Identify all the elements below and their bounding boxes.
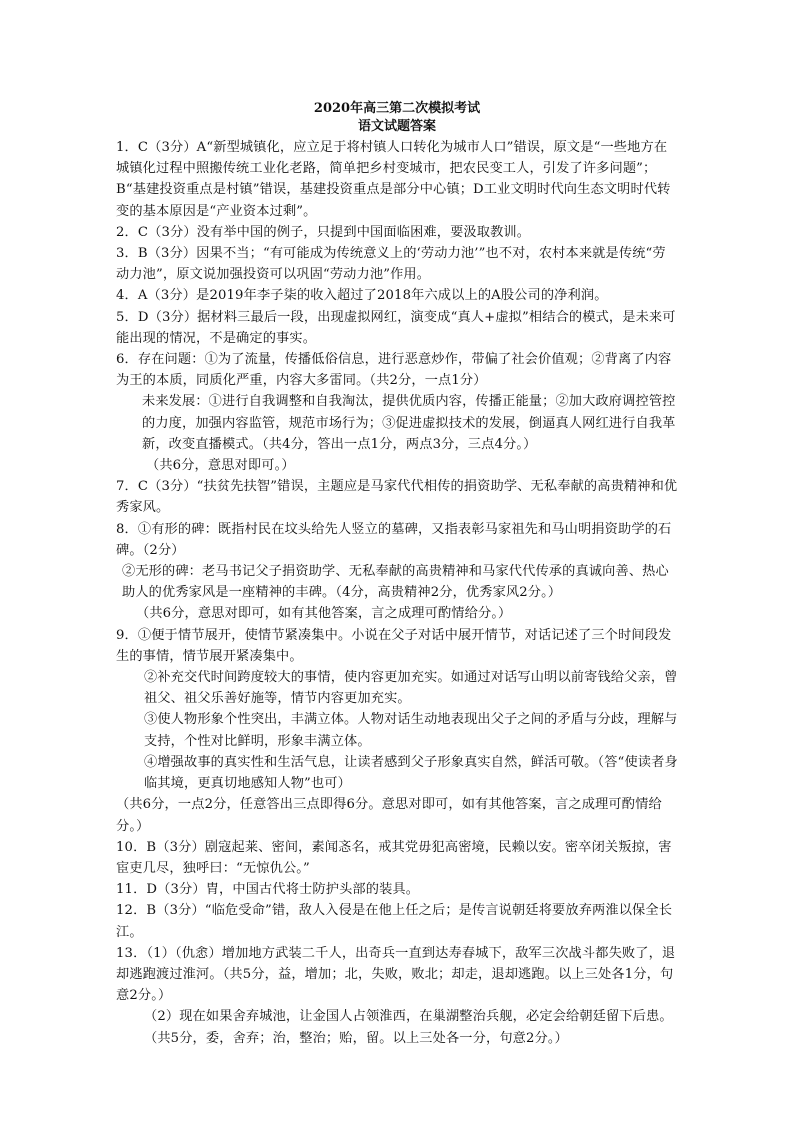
- answer-4: 4．A（3分）是2019年李子柒的收入超过了2018年六成以上的A股公司的净利润。: [116, 288, 608, 304]
- answer-9-point-4: ④增强故事的真实性和生活气息，让读者感到父子形象真实自然，鲜活可敬。（答“使读者身临其境，更真切地感知人物”也可）: [144, 754, 678, 792]
- answer-6-future: 未来发展：①进行自我调整和自我淘汰，提供优质内容，传播正能量；②加大政府调控管控的力度，加强内容监管，规范市场行为；③促进虚拟技术的发展，倒逼真人网红进行自我革新，改变直播模式。（共4分，答出一点1分，两点3分，三点4分。）: [142, 394, 676, 452]
- answer-8-intangible: ②无形的碑：老马书记父子捐资助学、无私奉献的高贵精神和马家代代传承的真诚向善、热心助人的优秀家风是一座精神的丰碑。（4分，高贵精神2分，优秀家风2分。）: [122, 564, 669, 601]
- answer-8-tangible: 8．①有形的碑：既指村民在坟头给先人竖立的墓碑，又指表彰马家祖先和马山明捐资助学的石碑。（2分）: [116, 521, 672, 558]
- answer-9-point-1: 9．①便于情节展开，使情节紧凑集中。小说在父子对话中展开情节，对话记述了三个时间段发生的事情，情节展开紧凑集中。: [116, 627, 672, 664]
- answer-12: 12．B（3分）“临危受命”错，敌人入侵是在他上任之后；是传言说朝廷将要放弃两淮以保全长江。: [116, 903, 673, 940]
- answer-9-scoring-note: （共6分，一点2分，任意答出三点即得6分。意思对即可，如有其他答案，言之成理可酌情给分。）: [116, 797, 662, 834]
- answer-9-point-3: ③使人物形象个性突出，丰满立体。人物对话生动地表现出父子之间的矛盾与分歧，理解与支持，个性对比鲜明，形象丰满立体。: [144, 712, 678, 749]
- answer-9-point-2: ②补充交代时间跨度较大的事情，使内容更加充实。如通过对话写山明以前寄钱给父亲，曾祖父、祖父乐善好施等，情节内容更加充实。: [144, 670, 678, 707]
- answer-8-scoring-note: （共6分，意思对即可，如有其他答案，言之成理可酌情给分。）: [136, 606, 512, 622]
- answer-3: 3．B（3分）因果不当；“有可能成为传统意义上的‘劳动力池’”也不对，农村本来就是传统“劳动力池”，原文说加强投资可以巩固“劳动力池”作用。: [116, 246, 666, 283]
- answer-6-scoring-note: （共6分，意思对即可。）: [146, 458, 295, 474]
- answer-body: [116, 137, 678, 1049]
- answer-1: 1．C（3分）A“新型城镇化，应立足于将村镇人口转化为城市人口”错误，原文是“一些地方在城镇化过程中照搬传统工业化老路，简单把乡村变城市，把农民变工人，引发了许多问题”；B“基建投资重点是村镇”错误，基建投资重点是部分中心镇；D工业文明时代向生态文明时代转变的基本原因是“产业资本过剩”。: [116, 140, 671, 219]
- answer-5: 5．D（3分）据材料三最后一段，出现虚拟网红，演变成“真人+虚拟”相结合的模式，是未来可能出现的情况，不是确定的事实。: [116, 309, 676, 346]
- answer-11: 11．D（3分）胄，中国古代将士防护头部的装具。: [116, 882, 420, 898]
- answer-10: 10．B（3分）剧寇起莱、密间，素闻忞名，戒其党毋犯高密境，民赖以安。密卒闭关叛掠，害宦吏几尽，独呼曰：“无惊仇公。”: [116, 839, 672, 876]
- answer-6-problems: 6．存在问题：①为了流量，传播低俗信息，进行恶意炒作，带偏了社会价值观；②背离了内容为王的本质，同质化严重，内容大多雷同。（共2分，一点1分）: [116, 352, 672, 389]
- page-subtitle: 语文试题答案: [357, 119, 436, 134]
- page-title: 2020年高三第二次模拟考试: [313, 101, 481, 116]
- answer-13-part-2: （2）现在如果舍弃城池，让金国人占领淮西，在巢湖整治兵舰，必定会给朝廷留下后患。（共5分，委，舍弃；治，整治；贻，留。以上三处各一分，句意2分。）: [144, 1009, 673, 1046]
- answer-13-part-1: 13．（1）（仇悆）增加地方武装二千人，出奇兵一直到达寿春城下，敌军三次战斗都失败了，退却逃跑渡过淮河。（共5分，益，增加；北，失败，败北；却走，退却逃跑。以上三处各1分，句意2分。）: [116, 945, 676, 1004]
- answer-2: 2．C（3分）没有举中国的例子，只提到中国面临困难，要汲取教训。: [116, 224, 531, 240]
- answer-7: 7．C（3分）“扶贫先扶智”错误，主题应是马家代代相传的捐资助学、无私奉献的高贵精神和优秀家风。: [116, 479, 678, 516]
